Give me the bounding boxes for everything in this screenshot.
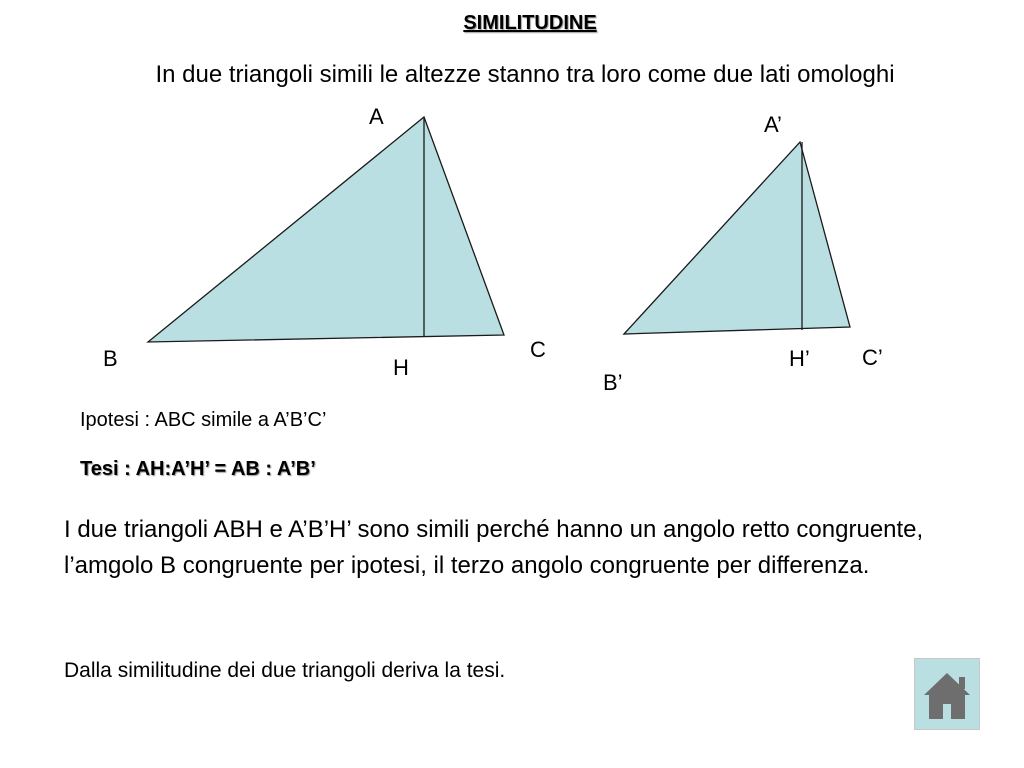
- vertex-label-b: B: [103, 346, 118, 371]
- vertex-label-b-prime: B’: [603, 370, 623, 395]
- vertex-label-c: C: [530, 337, 546, 362]
- home-button[interactable]: [914, 658, 980, 730]
- triangle-a1b1c1: [624, 142, 850, 334]
- proof-paragraph: I due triangoli ABH e A’B’H’ sono simili perché hanno un angolo retto congruente, l’amgolo B congruente per ipotesi, il terzo angolo congruente per differenza.: [64, 516, 924, 579]
- slide-title: SIMILITUDINE: [463, 12, 597, 34]
- tesi-text: Tesi : AH:A’H’ = AB : A’B’: [80, 458, 316, 480]
- triangle-abc: [148, 117, 504, 342]
- ipotesi-text: Ipotesi : ABC simile a A’B’C’: [80, 409, 327, 431]
- home-icon: [915, 659, 979, 729]
- vertex-label-h: H: [393, 355, 409, 380]
- vertex-label-h-prime: H’: [789, 346, 810, 371]
- vertex-label-c-prime: C’: [862, 345, 883, 370]
- vertex-label-a-prime: A’: [764, 112, 782, 137]
- conclusion-text: Dalla similitudine dei due triangoli deriva la tesi.: [64, 659, 506, 682]
- slide-subtitle: In due triangoli simili le altezze stanno tra loro come due lati omologhi: [155, 61, 895, 88]
- vertex-label-a: A: [369, 104, 384, 129]
